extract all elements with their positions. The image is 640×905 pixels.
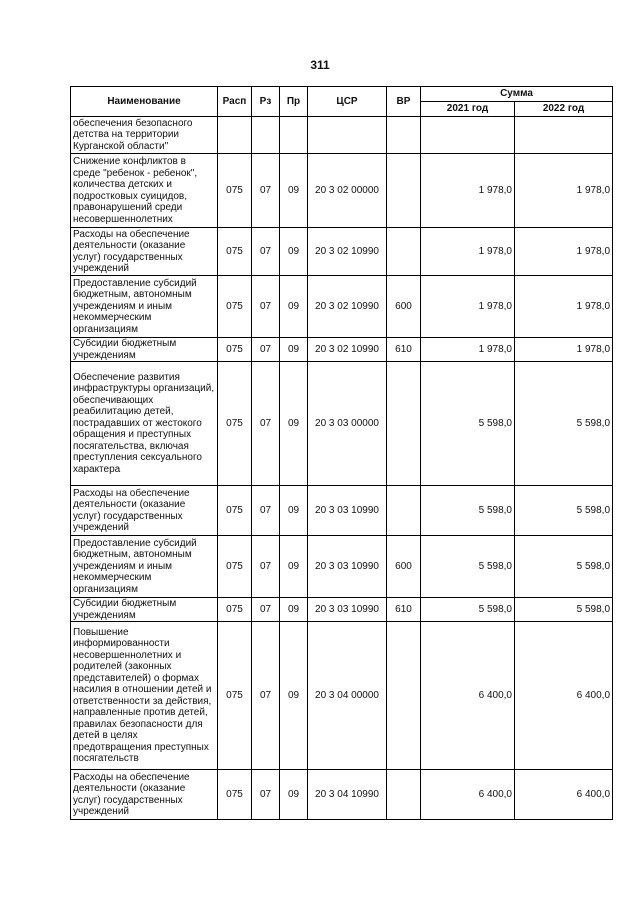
- cell-rasp: 075: [218, 276, 252, 338]
- cell-y2021: 6 400,0: [421, 622, 515, 770]
- cell-csr: 20 3 02 10990: [308, 338, 387, 362]
- header-year-2022: 2022 год: [515, 102, 613, 117]
- cell-rz: 07: [252, 362, 280, 486]
- cell-vr: [387, 770, 421, 820]
- cell-csr: [308, 117, 387, 154]
- cell-y2021: 6 400,0: [421, 770, 515, 820]
- cell-y2022: 1 978,0: [515, 154, 613, 228]
- cell-y2021: 5 598,0: [421, 598, 515, 622]
- cell-csr: 20 3 03 10990: [308, 486, 387, 536]
- cell-y2022: 1 978,0: [515, 228, 613, 276]
- cell-y2021: 1 978,0: [421, 338, 515, 362]
- cell-csr: 20 3 04 10990: [308, 770, 387, 820]
- cell-csr: 20 3 03 00000: [308, 362, 387, 486]
- cell-rz: 07: [252, 228, 280, 276]
- cell-pr: 09: [280, 338, 308, 362]
- cell-rasp: 075: [218, 622, 252, 770]
- cell-pr: 09: [280, 598, 308, 622]
- cell-csr: 20 3 02 00000: [308, 154, 387, 228]
- cell-y2022: 1 978,0: [515, 338, 613, 362]
- cell-pr: 09: [280, 622, 308, 770]
- cell-y2021: [421, 117, 515, 154]
- cell-name: Предоставление субсидий бюджетным, автономным учреждениям и иным некоммерческим организациям: [71, 276, 218, 338]
- cell-name: Расходы на обеспечение деятельности (оказание услуг) государственных учреждений: [71, 486, 218, 536]
- cell-vr: [387, 486, 421, 536]
- cell-rz: 07: [252, 154, 280, 228]
- table-row: [71, 536, 613, 598]
- cell-y2022: 6 400,0: [515, 770, 613, 820]
- table-row: [71, 362, 613, 486]
- cell-pr: 09: [280, 228, 308, 276]
- cell-y2021: 1 978,0: [421, 154, 515, 228]
- cell-csr: 20 3 03 10990: [308, 536, 387, 598]
- table-row: [71, 770, 613, 820]
- cell-pr: 09: [280, 536, 308, 598]
- cell-rz: 07: [252, 276, 280, 338]
- cell-pr: 09: [280, 362, 308, 486]
- table-row: [71, 486, 613, 536]
- cell-pr: 09: [280, 154, 308, 228]
- header-rasp: Расп: [218, 87, 252, 117]
- cell-vr: [387, 228, 421, 276]
- cell-name: Субсидии бюджетным учреждениям: [71, 338, 218, 362]
- table-body: [71, 117, 613, 820]
- table-row: [71, 598, 613, 622]
- cell-vr: [387, 622, 421, 770]
- cell-rz: [252, 117, 280, 154]
- cell-rasp: 075: [218, 486, 252, 536]
- cell-csr: 20 3 04 00000: [308, 622, 387, 770]
- cell-pr: 09: [280, 770, 308, 820]
- table-row: [71, 228, 613, 276]
- cell-y2022: 5 598,0: [515, 536, 613, 598]
- header-rz: Рз: [252, 87, 280, 117]
- cell-name: Обеспечение развития инфраструктуры организаций, обеспечивающих реабилитацию детей, пострадавших от жестокого обращения и преступных посягательства, включая преступления сексуального характера: [71, 362, 218, 486]
- cell-pr: 09: [280, 486, 308, 536]
- cell-y2021: 5 598,0: [421, 362, 515, 486]
- cell-rz: 07: [252, 536, 280, 598]
- cell-rasp: 075: [218, 338, 252, 362]
- cell-name: обеспечения безопасного детства на территории Курганской области": [71, 117, 218, 154]
- cell-rasp: 075: [218, 536, 252, 598]
- cell-y2021: 5 598,0: [421, 486, 515, 536]
- table-row: [71, 622, 613, 770]
- cell-csr: 20 3 02 10990: [308, 276, 387, 338]
- cell-rz: 07: [252, 486, 280, 536]
- table-row: [71, 117, 613, 154]
- cell-pr: 09: [280, 276, 308, 338]
- cell-y2022: 5 598,0: [515, 486, 613, 536]
- cell-rasp: 075: [218, 598, 252, 622]
- cell-csr: 20 3 02 10990: [308, 228, 387, 276]
- table-row: [71, 154, 613, 228]
- table-row: [71, 338, 613, 362]
- header-name: Наименование: [71, 87, 218, 117]
- cell-rasp: 075: [218, 154, 252, 228]
- cell-vr: 610: [387, 598, 421, 622]
- cell-rasp: 075: [218, 228, 252, 276]
- page-number: 311: [310, 58, 330, 72]
- cell-rz: 07: [252, 338, 280, 362]
- cell-rz: 07: [252, 770, 280, 820]
- cell-y2021: 1 978,0: [421, 228, 515, 276]
- cell-rz: 07: [252, 598, 280, 622]
- cell-rasp: [218, 117, 252, 154]
- budget-table: [70, 86, 613, 820]
- cell-csr: 20 3 03 10990: [308, 598, 387, 622]
- cell-y2022: 5 598,0: [515, 362, 613, 486]
- cell-y2022: 1 978,0: [515, 276, 613, 338]
- header-csr: ЦСР: [308, 87, 387, 117]
- cell-vr: 600: [387, 276, 421, 338]
- cell-name: Расходы на обеспечение деятельности (оказание услуг) государственных учреждений: [71, 228, 218, 276]
- cell-y2022: 5 598,0: [515, 598, 613, 622]
- cell-rasp: 075: [218, 770, 252, 820]
- cell-rz: 07: [252, 622, 280, 770]
- cell-y2021: 5 598,0: [421, 536, 515, 598]
- cell-vr: 610: [387, 338, 421, 362]
- cell-name: Расходы на обеспечение деятельности (оказание услуг) государственных учреждений: [71, 770, 218, 820]
- header-year-2021: 2021 год: [421, 102, 515, 117]
- table-row: [71, 276, 613, 338]
- cell-name: Субсидии бюджетным учреждениям: [71, 598, 218, 622]
- cell-y2022: 6 400,0: [515, 622, 613, 770]
- cell-rasp: 075: [218, 362, 252, 486]
- cell-vr: [387, 154, 421, 228]
- cell-vr: [387, 117, 421, 154]
- header-pr: Пр: [280, 87, 308, 117]
- cell-pr: [280, 117, 308, 154]
- header-vr: ВР: [387, 87, 421, 117]
- cell-vr: 600: [387, 536, 421, 598]
- cell-name: Повышение информированности несовершеннолетних и родителей (законных представителей) о формах насилия в отношении детей и ответственности за действия, направленные против детей, правилах безопасности для детей в целях предотвращения преступных посягательств: [71, 622, 218, 770]
- header-sum: Сумма: [421, 87, 613, 102]
- cell-y2021: 1 978,0: [421, 276, 515, 338]
- cell-name: Предоставление субсидий бюджетным, автономным учреждениям и иным некоммерческим организациям: [71, 536, 218, 598]
- cell-y2022: [515, 117, 613, 154]
- cell-name: Снижение конфликтов в среде "ребенок - ребенок", количества детских и подростковых суицидов, правонарушений среди несовершеннолетних: [71, 154, 218, 228]
- cell-vr: [387, 362, 421, 486]
